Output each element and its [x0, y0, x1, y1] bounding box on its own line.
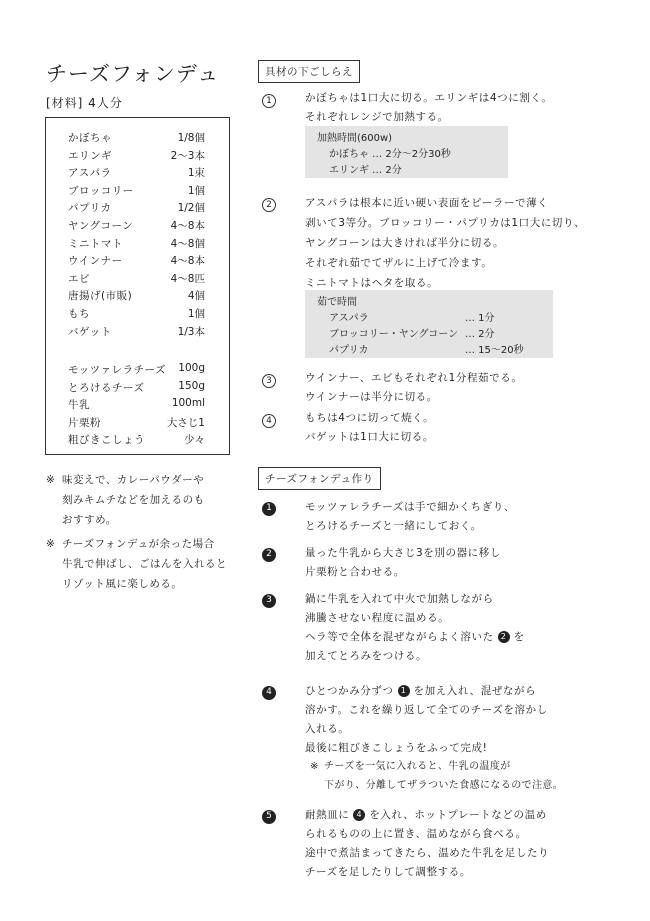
ingredient-name: エビ: [68, 272, 90, 285]
page-title: チーズフォンデュ: [46, 62, 220, 86]
ingredient-name: ブロッコリー: [68, 184, 134, 197]
ingredient-quantity: 100ml: [171, 397, 205, 410]
ingredient-name: ウインナー: [68, 255, 123, 268]
make-step-1: [305, 498, 515, 536]
step-number: 4: [262, 414, 276, 428]
step-number: 5: [262, 810, 276, 824]
step-line: 沸騰させない程度に温める。: [305, 612, 450, 624]
ingredient-name: とろけるチーズ: [68, 381, 145, 394]
note-line: 刻みキムチなどを加えるのも: [62, 494, 205, 506]
prep-step-1: [305, 89, 552, 127]
ingredient-quantity: 100g: [178, 362, 205, 374]
step-number: 3: [262, 594, 276, 608]
note-1: [46, 470, 205, 530]
ingredient-quantity: 1/8個: [177, 132, 205, 144]
step-reference-icon: 1: [398, 685, 410, 697]
note-line: チーズフォンデュが余った場合: [62, 538, 215, 550]
step-line: 途中で煮詰まってきたら、温めた牛乳を足したり: [305, 847, 550, 859]
step-line: チーズを足したりして調整する。: [305, 866, 471, 878]
ingredient-quantity: 1束: [187, 167, 205, 180]
boiling-time: … 15〜20秒: [465, 345, 524, 356]
ingredient-quantity: 150g: [178, 379, 205, 392]
step-line-part: ヘラ等で全体を混ぜながらよく溶いた: [305, 631, 494, 643]
step-line: 溶かす。これを繰り返して全てのチーズを溶かし: [305, 704, 548, 716]
note-mark: ※: [46, 538, 56, 550]
step-line: 鍋に牛乳を入れて中火で加熱しながら: [305, 593, 494, 605]
boiling-time: … 1分: [465, 313, 495, 324]
step-line: 剥いて3等分。ブロッコリー・パプリカは1口大に切り、: [305, 217, 586, 229]
heating-time-box: [305, 126, 508, 178]
make-step-5: [305, 806, 549, 882]
prep-section-label: 具材の下ごしらえ: [258, 60, 360, 83]
step-line: モッツァレラチーズは手で細かくちぎり、: [305, 501, 515, 513]
ingredient-quantity: 4〜8個: [170, 237, 205, 250]
prep-step-4: [305, 409, 434, 447]
ingredient-name: アスパラ: [68, 167, 112, 180]
ingredients-heading: [材料] 4人分: [46, 96, 123, 110]
step-line: かぼちゃは1口大に切る。エリンギは4つに割く。: [305, 92, 553, 104]
step-line: ヤングコーンは大きければ半分に切る。: [305, 237, 505, 249]
make-step-4: [305, 682, 548, 758]
ingredient-name: かぼちゃ: [68, 132, 112, 144]
boiling-item: ブロッコリー・ヤングコーン: [329, 329, 459, 340]
step-line-part: 耐熱皿に: [305, 809, 350, 821]
step-line: [305, 806, 549, 825]
ingredient-quantity: 1個: [187, 184, 205, 197]
note-line: チーズを一気に入れると、牛乳の温度が: [324, 761, 511, 772]
ingredients-box: [45, 117, 230, 455]
ingredient-quantity: 2〜3本: [170, 149, 205, 162]
step-reference-icon: 2: [498, 631, 510, 643]
prep-step-2: [305, 193, 585, 293]
boiling-item: パプリカ: [329, 345, 369, 356]
note-line: 味変えで、カレーパウダーや: [62, 474, 205, 486]
ingredient-quantity: 少々: [184, 434, 205, 447]
step-line-part: を加え入れ、混ぜながら: [413, 685, 537, 697]
step-line: 量った牛乳から大さじ3を別の器に移し: [305, 547, 501, 559]
ingredient-name: パプリカ: [68, 202, 112, 215]
note-line: おすすめ。: [62, 514, 117, 526]
ingredient-name: 粗びきこしょう: [68, 434, 145, 447]
ingredient-name: もち: [68, 308, 90, 320]
ingredient-quantity: 4個: [187, 290, 205, 303]
step-line: アスパラは根本に近い硬い表面をピーラーで薄く: [305, 197, 549, 209]
step-line: られるものの上に置き、温めながら食べる。: [305, 828, 527, 840]
prep-step-3: [305, 369, 522, 407]
boiling-time-box: [305, 290, 553, 358]
note-mark: ※: [46, 474, 56, 486]
ingredient-quantity: 大さじ1: [166, 416, 205, 429]
make-section-label: チーズフォンデュ作り: [258, 467, 381, 490]
make-step-2: [305, 544, 501, 582]
step-line-part: ひとつかみ分ずつ: [305, 685, 394, 697]
step-line: それぞれ茹でてザルに上げて冷ます。: [305, 257, 493, 269]
ingredient-quantity: 1/2個: [177, 202, 205, 215]
step-reference-icon: 4: [353, 809, 365, 821]
heating-time-title: 加熱時間(600w): [317, 133, 393, 144]
step-number: 2: [262, 198, 276, 212]
ingredient-name: モッツァレラチーズ: [68, 364, 167, 376]
step-line: ミニトマトはヘタを取る。: [305, 277, 439, 289]
ingredient-name: バゲット: [68, 325, 112, 338]
step-number: 4: [262, 686, 276, 700]
step-number: 1: [262, 94, 276, 108]
note-line: 下がり、分離してザラついた食感になるので注意。: [324, 780, 564, 791]
step-line: 加えてとろみをつける。: [305, 650, 428, 662]
note-line: 牛乳で伸ばし、ごはんを入れると: [62, 558, 227, 570]
step-number: 2: [262, 548, 276, 562]
ingredient-name: エリンギ: [68, 149, 112, 162]
step-line: [305, 682, 548, 701]
step-line: バゲットは1口大に切る。: [305, 431, 434, 443]
heating-time-row: かぼちゃ … 2分〜2分30秒: [329, 149, 451, 160]
step-line: 最後に粗びきこしょうをふって完成!: [305, 742, 488, 754]
ingredient-quantity: 4〜8本: [170, 220, 205, 232]
note-line: リゾット風に楽しめる。: [62, 578, 183, 590]
step-line: [305, 628, 525, 647]
boiling-time-title: 茹で時間: [317, 297, 357, 308]
boiling-time-row: [317, 327, 541, 343]
step-number: 3: [262, 374, 276, 388]
step-line-part: を: [513, 631, 525, 643]
ingredient-name: ヤングコーン: [68, 220, 134, 232]
ingredient-name: ミニトマト: [68, 237, 123, 250]
ingredient-quantity: 1個: [187, 308, 205, 320]
step-line: とろけるチーズと一緒にしておく。: [305, 520, 482, 532]
boiling-time-row: [317, 343, 541, 359]
step-line: 入れる。: [305, 723, 350, 735]
ingredient-quantity: 4〜8本: [170, 255, 205, 268]
boiling-item: アスパラ: [329, 313, 369, 324]
make-step-4-note: [310, 757, 563, 795]
heating-time-row: エリンギ … 2分: [329, 165, 402, 176]
make-step-3: [305, 590, 525, 666]
ingredient-name: 片栗粉: [68, 416, 101, 429]
step-line: それぞれレンジで加熱する。: [305, 111, 449, 123]
ingredient-quantity: 1/3本: [177, 325, 205, 338]
step-line-part: を入れ、ホットプレートなどの温め: [369, 809, 547, 821]
step-line: 片栗粉と合わせる。: [305, 566, 405, 578]
ingredient-name: 唐揚げ(市販): [68, 290, 133, 303]
step-line: もちは4つに切って焼く。: [305, 412, 435, 424]
step-line: ウインナー、エビもそれぞれ1分程茹でる。: [305, 372, 523, 384]
ingredient-name: 牛乳: [68, 399, 90, 412]
ingredient-quantity: 4〜8匹: [170, 272, 205, 285]
boiling-time-row: [317, 311, 541, 327]
step-line: ウインナーは半分に切る。: [305, 391, 438, 403]
step-number: 1: [262, 502, 276, 516]
note-mark: ※: [310, 761, 319, 772]
boiling-time: … 2分: [465, 329, 495, 340]
note-2: [46, 534, 227, 594]
